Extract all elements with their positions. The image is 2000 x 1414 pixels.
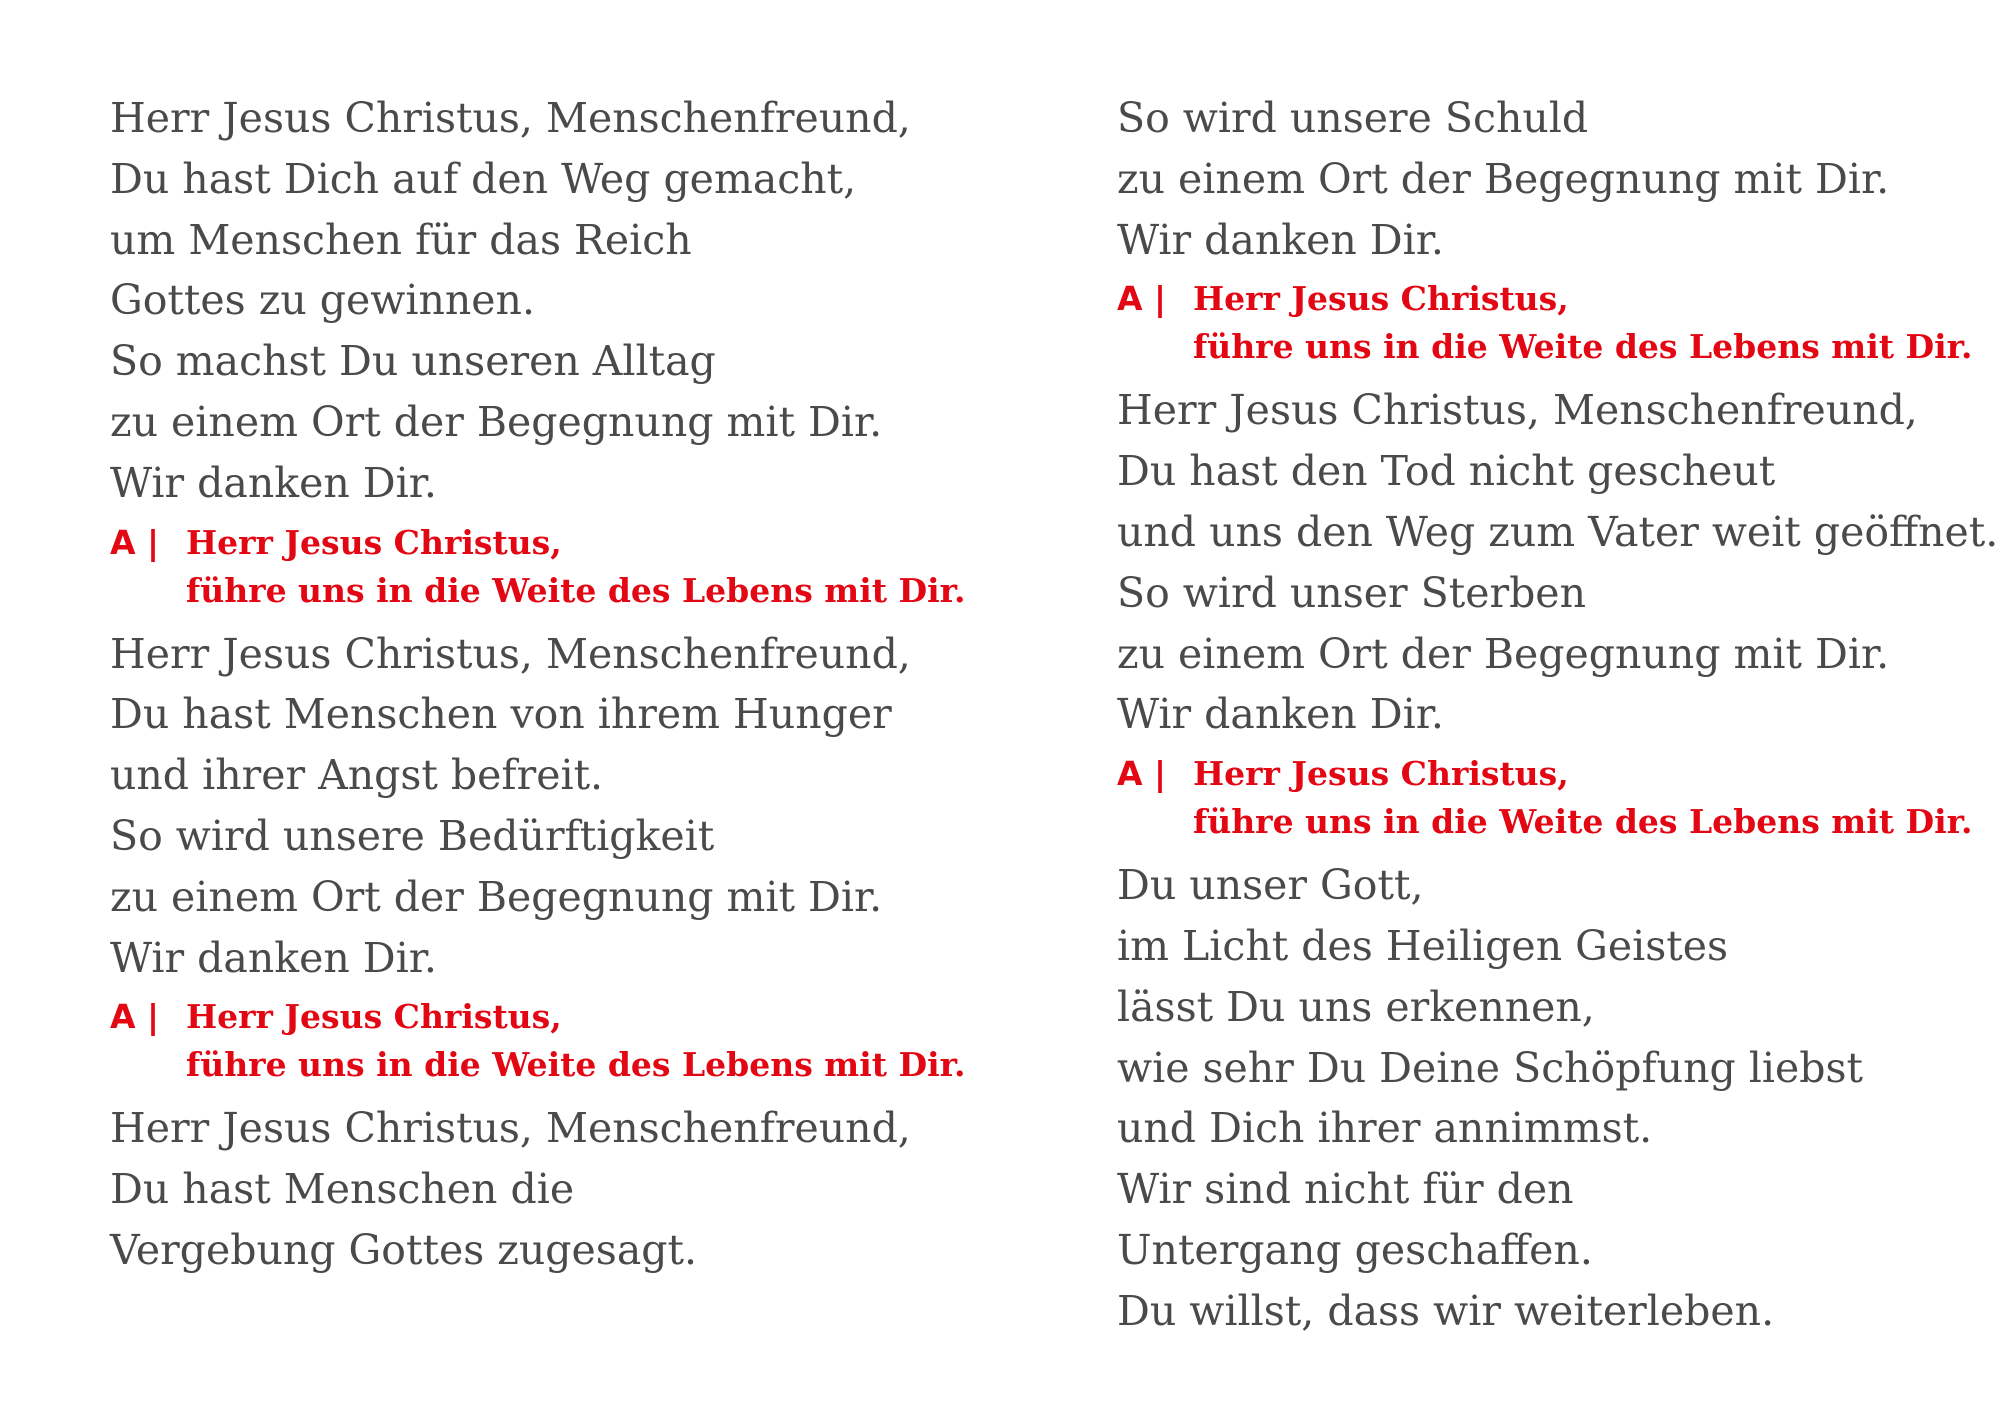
text-line: und Dich ihrer annimmst. — [1117, 1104, 1653, 1153]
response-line: führe uns in die Weite des Lebens mit Dir. — [186, 570, 966, 610]
text-line: Wir danken Dir. — [1117, 690, 1444, 739]
text-line: Vergebung Gottes zugesagt. — [110, 1225, 698, 1274]
response-line: Herr Jesus Christus, — [1193, 754, 1569, 794]
text-line: zu einem Ort der Begegnung mit Dir. — [1117, 629, 1890, 678]
stanza — [110, 88, 966, 514]
text-line: So wird unsere Schuld — [1117, 94, 1589, 142]
text-line: Wir danken Dir. — [110, 933, 437, 982]
text-line: So wird unser Sterben — [1117, 568, 1586, 617]
response-line: Herr Jesus Christus, — [186, 522, 562, 562]
stanza — [110, 624, 966, 989]
response-line: führe uns in die Weite des Lebens mit Dir. — [1193, 802, 1973, 842]
stanza — [1117, 88, 1998, 270]
left-column — [110, 88, 966, 1281]
response-line: Herr Jesus Christus, — [186, 997, 562, 1037]
text-line: Wir danken Dir. — [1117, 215, 1444, 264]
text-line: Untergang geschaffen. — [1117, 1225, 1593, 1274]
text-line: im Licht des Heiligen Geistes — [1117, 921, 1729, 970]
response-marker: A | — [110, 522, 160, 562]
text-line: Wir danken Dir. — [110, 458, 437, 507]
text-line: So wird unsere Bedürftigkeit — [110, 811, 715, 860]
response-marker: A | — [1117, 754, 1167, 794]
text-line: um Menschen für das Reich — [110, 215, 692, 264]
text-line: wie sehr Du Deine Schöpfung liebst — [1117, 1043, 1864, 1092]
text-line: Du unser Gott, — [1117, 861, 1424, 910]
text-line: Herr Jesus Christus, Menschenfreund, — [110, 94, 911, 142]
text-line: Herr Jesus Christus, Menschenfreund, — [110, 1104, 911, 1153]
text-line: Du hast Dich auf den Weg gemacht, — [110, 154, 857, 203]
right-column — [1117, 88, 1998, 1342]
response-marker: A | — [110, 997, 160, 1037]
text-line: Herr Jesus Christus, Menschenfreund, — [110, 629, 911, 678]
text-line: zu einem Ort der Begegnung mit Dir. — [1117, 154, 1890, 203]
response-block — [1117, 745, 1998, 855]
text-line: Gottes zu gewinnen. — [110, 276, 535, 325]
response-line: führe uns in die Weite des Lebens mit Dir. — [186, 1045, 966, 1085]
text-line: Du hast den Tod nicht gescheut — [1117, 447, 1776, 496]
text-line: Herr Jesus Christus, Menschenfreund, — [1117, 386, 1918, 435]
stanza — [1117, 855, 1998, 1341]
text-line: und ihrer Angst befreit. — [110, 751, 604, 800]
text-line: zu einem Ort der Begegnung mit Dir. — [110, 397, 883, 446]
text-line: Du hast Menschen die — [110, 1165, 575, 1214]
response-block — [110, 514, 966, 624]
response-line: Herr Jesus Christus, — [1193, 279, 1569, 319]
response-block — [110, 988, 966, 1098]
text-line: zu einem Ort der Begegnung mit Dir. — [110, 872, 883, 921]
response-marker: A | — [1117, 279, 1167, 319]
text-line: Du hast Menschen von ihrem Hunger — [110, 690, 892, 739]
response-line: führe uns in die Weite des Lebens mit Dir. — [1193, 327, 1973, 367]
stanza — [110, 1098, 966, 1280]
text-line: lässt Du uns erkennen, — [1117, 982, 1595, 1031]
stanza — [1117, 380, 1998, 745]
response-block — [1117, 270, 1998, 380]
text-line: und uns den Weg zum Vater weit geöffnet. — [1117, 507, 1999, 556]
text-line: So machst Du unseren Alltag — [110, 337, 716, 386]
text-line: Wir sind nicht für den — [1117, 1165, 1574, 1214]
text-line: Du willst, dass wir weiterleben. — [1117, 1286, 1775, 1335]
